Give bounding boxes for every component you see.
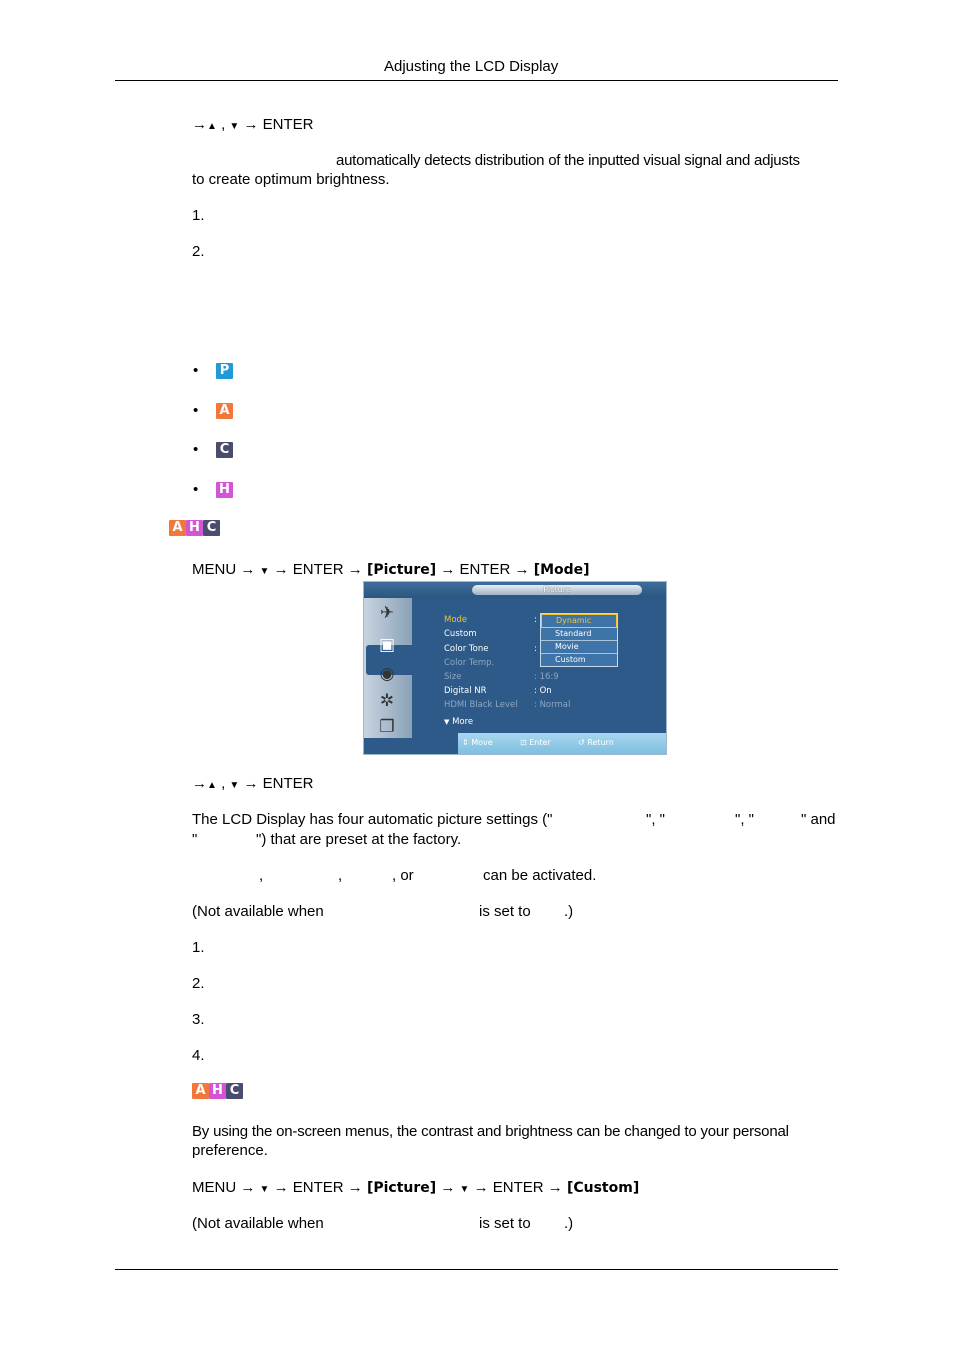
arrow-right-icon: →: [240, 561, 256, 578]
osd-category-column: [364, 598, 412, 738]
setup-icon: ✲: [379, 691, 395, 711]
osd-item-digital-nr: Digital NR: [444, 686, 487, 696]
enter-label: → ENTER: [243, 775, 314, 792]
enter-label: → ENTER →: [273, 1179, 363, 1196]
paragraph-2-part-d: " and: [801, 811, 836, 828]
osd-move-label: Move: [471, 738, 493, 747]
hdmi-mode-badge-icon: H: [186, 520, 203, 536]
paragraph-4-line-1: By using the on-screen menus, the contrast and brightness can be changed to your personal: [192, 1123, 789, 1140]
hdmi-mode-badge-icon: H: [216, 482, 233, 498]
note-2-pre: (Not available when: [192, 1215, 324, 1232]
paragraph-3-end: can be activated.: [483, 867, 597, 884]
osd-footer-return: [578, 738, 614, 747]
separator: ,: [216, 775, 226, 792]
menu-label: MENU: [192, 561, 237, 578]
osd-color-tone-colon: :: [534, 644, 537, 654]
enter-label: → ENTER →: [473, 1179, 563, 1196]
note-2-end: .): [564, 1215, 574, 1232]
av-mode-badge-icon: A: [216, 403, 233, 419]
arrow-right-icon: →: [192, 116, 207, 133]
list-item-number: 1.: [192, 939, 205, 956]
picture-menu-label: [Picture]: [366, 1180, 437, 1196]
paragraph-2-part-a: The LCD Display has four automatic picture settings (": [192, 811, 553, 828]
paragraph-1-line-2: to create optimum brightness.: [192, 171, 390, 188]
triangle-down-icon: ▼: [259, 566, 270, 577]
osd-footer-move: [462, 738, 493, 747]
paragraph-3-or: , or: [392, 867, 414, 884]
mode-menu-label: [Mode]: [533, 562, 590, 578]
picture-menu-label: [Picture]: [366, 562, 437, 578]
menu-label: MENU: [192, 1179, 237, 1196]
osd-digital-nr-value: : On: [534, 686, 552, 696]
list-item-number: 4.: [192, 1047, 205, 1064]
enter-label: → ENTER →: [273, 561, 363, 578]
list-item-number: 1.: [192, 207, 205, 224]
paragraph-2-part-e: ": [192, 831, 198, 848]
osd-item-hdmi-black-level: HDMI Black Level: [444, 700, 518, 710]
av-mode-badge-icon: A: [192, 1083, 209, 1099]
av-mode-badge-icon: A: [169, 520, 186, 536]
menu-path-1: [192, 561, 590, 578]
component-mode-badge-icon: C: [226, 1083, 243, 1099]
bullet-dot: •: [193, 402, 199, 419]
custom-menu-label: [Custom]: [566, 1180, 640, 1196]
bullet-dot: •: [193, 441, 199, 458]
enter-label: → ENTER →: [440, 561, 530, 578]
satellite-icon: ✈: [379, 603, 395, 623]
ahc-badge-group: [169, 520, 220, 536]
arrow-right-icon: →: [240, 1179, 256, 1196]
paragraph-3-comma-2: ,: [338, 867, 343, 884]
nav-instruction-1: [192, 116, 314, 133]
paragraph-3-comma-1: ,: [259, 867, 264, 884]
osd-more-label: More: [452, 717, 474, 727]
page-header-title: Adjusting the LCD Display: [384, 58, 559, 75]
separator: ,: [216, 116, 226, 133]
hdmi-mode-badge-icon: H: [209, 1083, 226, 1099]
component-mode-badge-icon: C: [203, 520, 220, 536]
note-1-end: .): [564, 903, 574, 920]
triangle-down-icon: ▼: [459, 1184, 470, 1195]
paragraph-2-part-c: ", ": [735, 811, 754, 828]
triangle-up-icon: ▲: [207, 121, 217, 132]
more-down-icon: ▼: [444, 718, 450, 726]
osd-enter-label: Enter: [529, 738, 551, 747]
arrow-right-icon: →: [440, 1179, 456, 1196]
list-item-number: 2.: [192, 975, 205, 992]
arrow-right-icon: →: [192, 775, 207, 792]
osd-item-color-tone: Color Tone: [444, 644, 489, 654]
osd-item-size: Size: [444, 672, 462, 682]
pc-mode-badge-icon: P: [216, 363, 233, 379]
footer-rule: [115, 1269, 838, 1270]
sound-icon: ◉: [379, 664, 395, 684]
osd-title-bar: [364, 582, 666, 598]
osd-footer-enter: [520, 738, 551, 747]
osd-option-dynamic: Dynamic: [541, 614, 617, 628]
osd-return-label: Return: [587, 738, 614, 747]
menu-path-2: [192, 1179, 639, 1196]
nav-instruction-2: [192, 775, 314, 792]
component-mode-badge-icon: C: [216, 442, 233, 458]
note-1-mid: is set to: [479, 903, 531, 920]
move-updown-icon: ⇕: [462, 738, 469, 747]
header-rule: [115, 80, 838, 81]
bullet-dot: •: [193, 362, 199, 379]
osd-item-more: [444, 717, 473, 727]
triangle-up-icon: ▲: [207, 780, 217, 791]
osd-option-standard: Standard: [541, 628, 617, 641]
osd-size-value: : 16:9: [534, 672, 559, 682]
osd-mode-dropdown: [540, 613, 618, 667]
triangle-down-icon: ▼: [229, 780, 240, 791]
osd-picture-menu-screenshot: [363, 581, 667, 755]
note-1-pre: (Not available when: [192, 903, 324, 920]
ahc-badge-group: [192, 1083, 243, 1099]
osd-item-mode: Mode: [444, 615, 468, 625]
triangle-down-icon: ▼: [229, 121, 240, 132]
osd-item-custom: Custom: [444, 629, 477, 639]
bullet-dot: •: [193, 481, 199, 498]
osd-hdmi-black-level-value: : Normal: [534, 700, 571, 710]
osd-option-custom: Custom: [555, 655, 586, 664]
osd-mode-colon: :: [534, 615, 537, 625]
enter-key-icon: ⊡: [520, 738, 527, 747]
return-icon: ↺: [578, 738, 585, 747]
paragraph-2-part-f: ") that are preset at the factory.: [256, 831, 462, 848]
triangle-down-icon: ▼: [259, 1184, 270, 1195]
picture-icon: ▣: [378, 635, 396, 655]
note-2-mid: is set to: [479, 1215, 531, 1232]
paragraph-1-line-1: automatically detects distribution of the inputted visual signal and adjusts: [336, 152, 800, 169]
osd-footer: [458, 733, 666, 754]
paragraph-4-line-2: preference.: [192, 1142, 268, 1159]
multi-window-icon: ❐: [379, 717, 395, 737]
paragraph-2-part-b: ", ": [646, 811, 665, 828]
enter-label: → ENTER: [243, 116, 314, 133]
list-item-number: 3.: [192, 1011, 205, 1028]
osd-item-color-temp: Color Temp.: [444, 658, 495, 668]
osd-title: Picture: [472, 585, 642, 595]
list-item-number: 2.: [192, 243, 205, 260]
osd-option-movie: Movie: [541, 641, 617, 654]
